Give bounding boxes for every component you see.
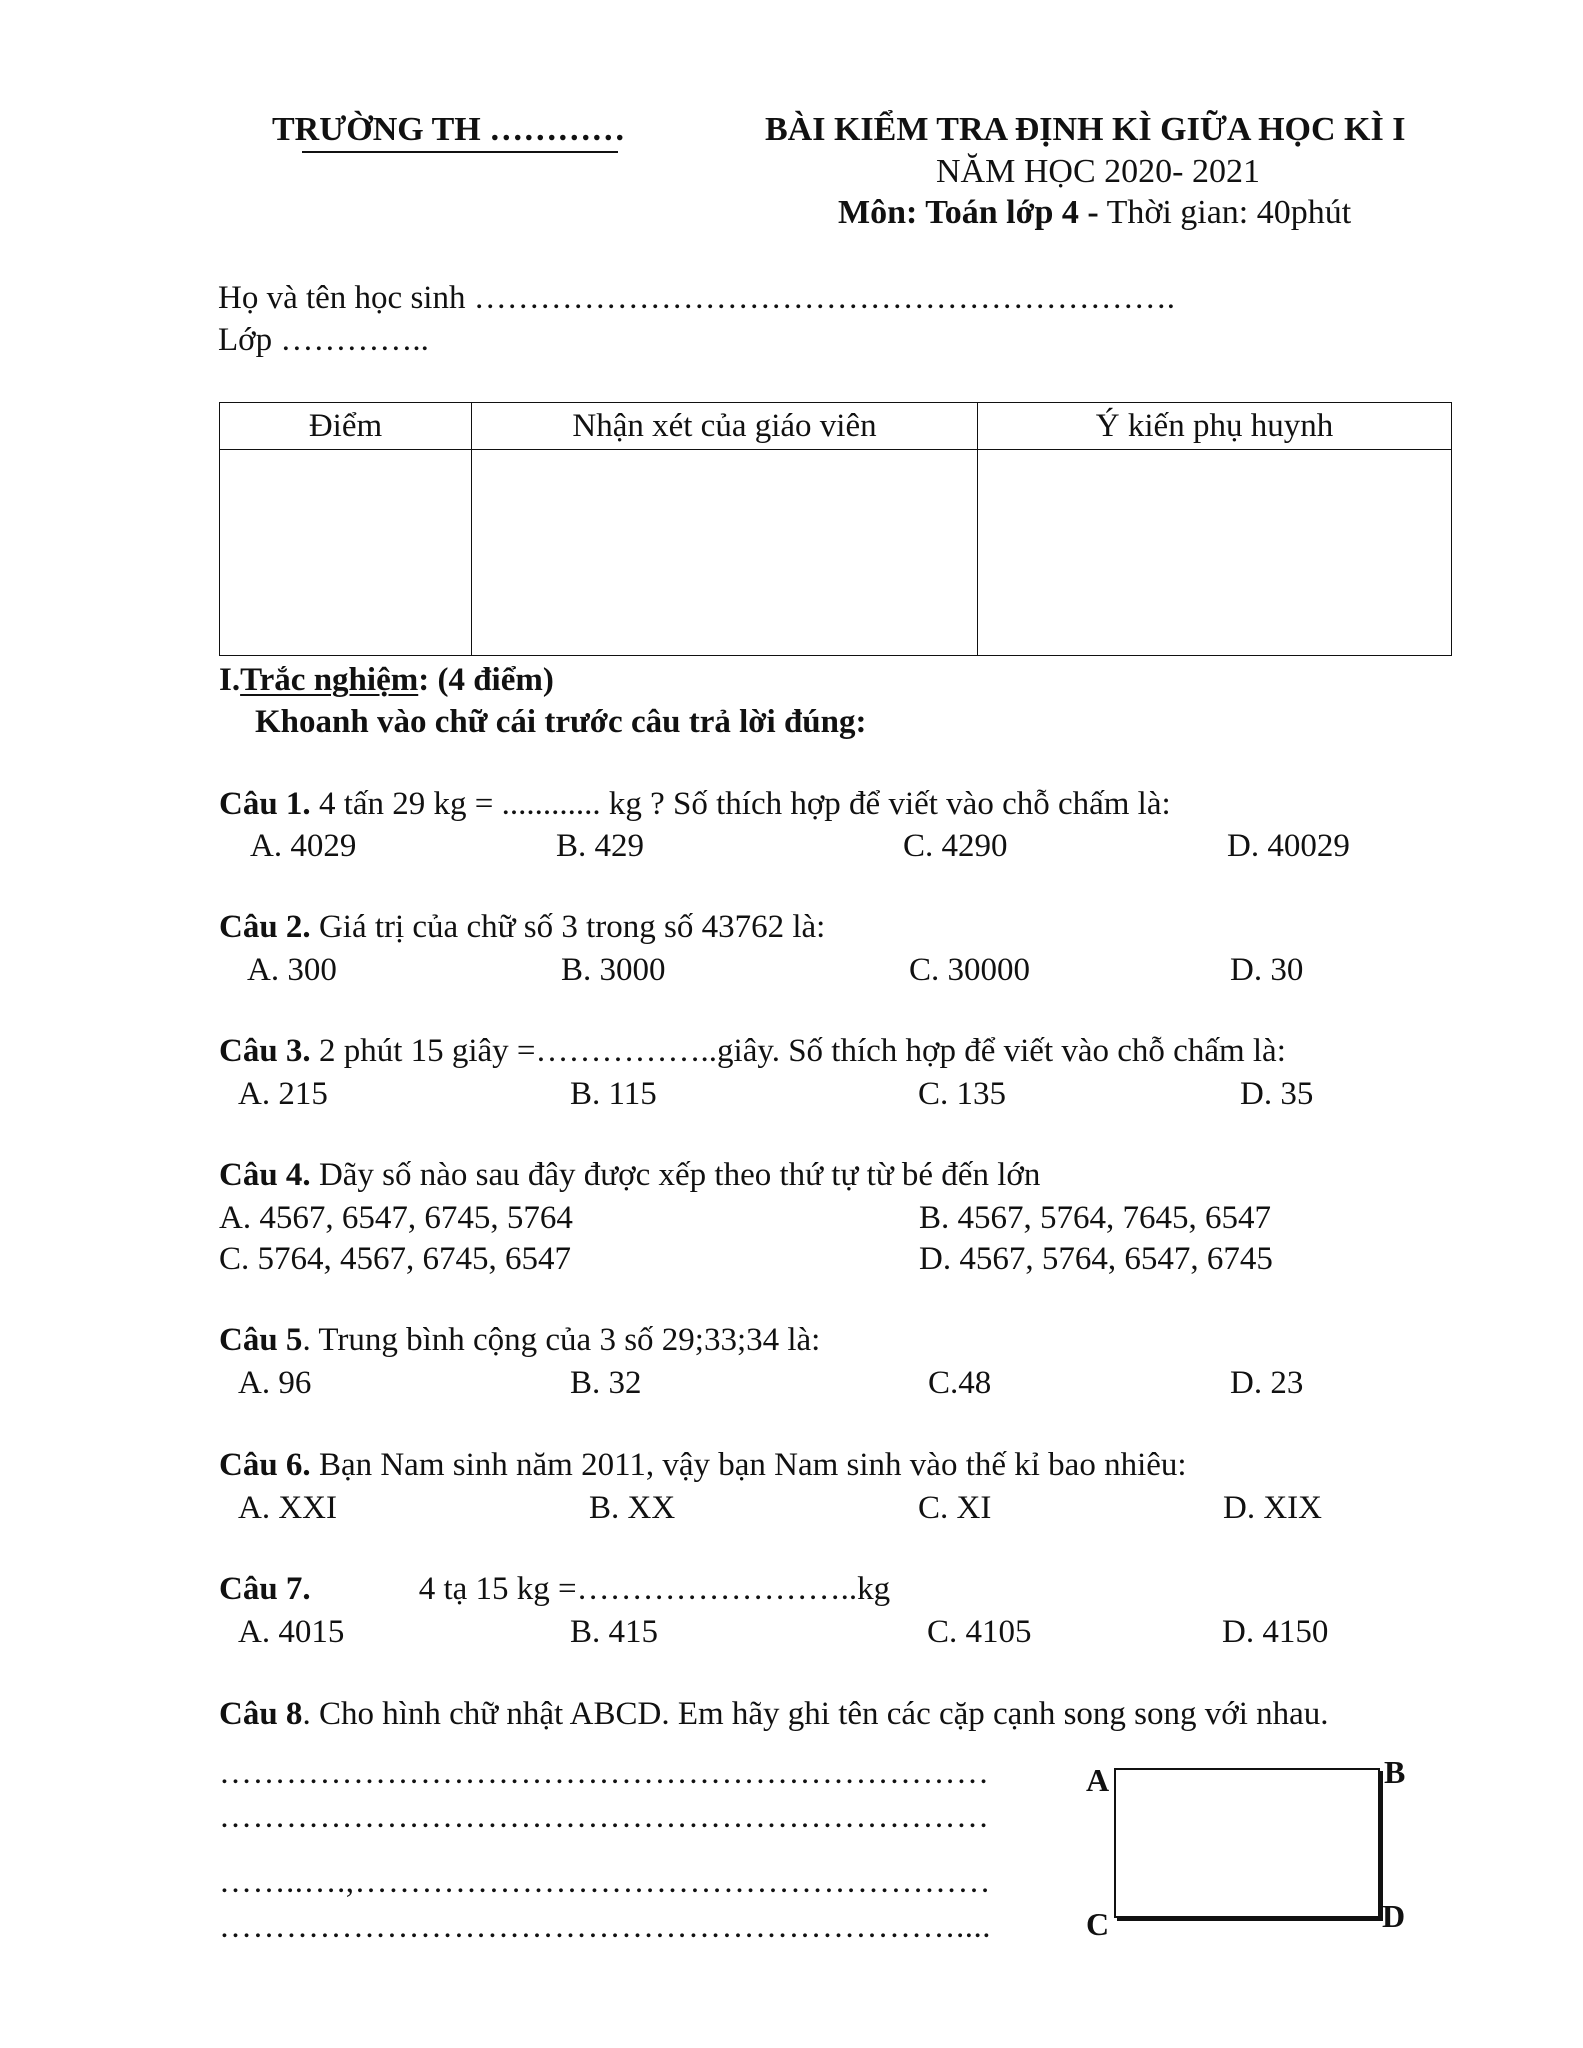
vertex-c-label: C [1086,1906,1110,1942]
answer-line-1[interactable]: …………………………………………………………… [219,1755,990,1791]
option-6d[interactable]: D. XIX [1223,1490,1322,1526]
option-4a[interactable]: A. 4567, 6547, 6745, 5764 [219,1200,573,1236]
option-4c[interactable]: C. 5764, 4567, 6745, 6547 [219,1241,572,1277]
question-7 [219,1569,890,1609]
vertex-b-label: B [1384,1754,1406,1790]
option-2c[interactable]: C. 30000 [909,952,1031,988]
student-class-line[interactable]: Lớp ………….. [218,322,429,358]
option-2d[interactable]: D. 30 [1230,952,1304,988]
option-7a[interactable]: A. 4015 [238,1614,345,1650]
question-1 [219,784,1171,824]
student-name-line[interactable]: Họ và tên học sinh ………………………………………………………. [218,280,1175,316]
exam-subject [838,193,1351,233]
option-3d[interactable]: D. 35 [1240,1076,1314,1112]
question-text: 4 tạ 15 kg =……………………..kg [418,1571,891,1607]
teacher-comment-cell[interactable] [472,450,978,656]
exam-title: BÀI KIỂM TRA ĐỊNH KÌ GIỮA HỌC KÌ I [765,111,1406,148]
question-3 [219,1031,1286,1071]
section-roman: I. [219,662,241,698]
exam-year: NĂM HỌC 2020- 2021 [936,153,1260,190]
question-label: Câu 4. [219,1157,311,1193]
question-text: Bạn Nam sinh năm 2011, vậy bạn Nam sinh vào thế kỉ bao nhiêu: [310,1447,1187,1483]
vertex-a-label: A [1086,1762,1110,1798]
answer-line-4[interactable]: ………………………………………………………….... [219,1909,991,1945]
option-7b[interactable]: B. 415 [570,1614,659,1650]
option-4b[interactable]: B. 4567, 5764, 7645, 6547 [919,1200,1272,1236]
time-label: Thời gian: 40phút [1098,194,1352,231]
option-1d[interactable]: D. 40029 [1227,828,1350,864]
question-label: Câu 5 [219,1322,303,1358]
option-3c[interactable]: C. 135 [918,1076,1007,1112]
question-text: Dãy số nào sau đây được xếp theo thứ tự từ bé đến lớn [310,1157,1041,1193]
option-5d[interactable]: D. 23 [1230,1365,1304,1401]
option-6c[interactable]: C. XI [918,1490,992,1526]
option-1b[interactable]: B. 429 [556,828,645,864]
option-7c[interactable]: C. 4105 [927,1614,1032,1650]
answer-line-2[interactable]: …………………………………………………………… [219,1799,990,1835]
school-underline [302,151,618,153]
question-label: Câu 1. [219,786,311,822]
question-label: Câu 7. [219,1571,311,1607]
option-6a[interactable]: A. XXI [238,1490,337,1526]
option-5c[interactable]: C.48 [928,1365,992,1401]
section-title-text: Trắc nghiệm [240,662,419,698]
rectangle-abcd [1114,1768,1380,1918]
option-3b[interactable]: B. 115 [570,1076,657,1112]
question-4 [219,1155,1040,1195]
vertex-d-label: D [1382,1898,1406,1934]
school-name: TRƯỜNG TH ………… [272,111,626,148]
question-text: Giá trị của chữ số 3 trong số 43762 là: [310,909,826,945]
instruction: Khoanh vào chữ cái trước câu trả lời đúng: [255,704,867,740]
section-points: : (4 điểm) [418,662,554,698]
option-6b[interactable]: B. XX [589,1490,676,1526]
answer-line-3[interactable]: ……..….,………………………………………………… [219,1864,991,1900]
question-label: Câu 2. [219,909,311,945]
question-text: . Cho hình chữ nhật ABCD. Em hãy ghi tên các cặp cạnh song song với nhau. [302,1696,1329,1732]
score-cell[interactable] [220,450,472,656]
option-2a[interactable]: A. 300 [247,952,337,988]
option-2b[interactable]: B. 3000 [561,952,666,988]
question-text: 2 phút 15 giây =……………..giây. Số thích hợp để viết vào chỗ chấm là: [310,1033,1286,1069]
question-6 [219,1445,1187,1485]
section-title [219,660,554,700]
question-label: Câu 3. [219,1033,311,1069]
parent-opinion-cell[interactable] [978,450,1452,656]
question-label: Câu 8 [219,1696,303,1732]
question-text: . Trung bình cộng của 3 số 29;33;34 là: [302,1322,821,1358]
score-header: Điểm [220,403,472,450]
parent-opinion-header: Ý kiến phụ huynh [978,403,1452,450]
option-1c[interactable]: C. 4290 [903,828,1008,864]
comment-table [219,402,1452,656]
option-5a[interactable]: A. 96 [238,1365,312,1401]
teacher-comment-header: Nhận xét của giáo viên [472,403,978,450]
question-label: Câu 6. [219,1447,311,1483]
option-7d[interactable]: D. 4150 [1222,1614,1329,1650]
option-3a[interactable]: A. 215 [238,1076,328,1112]
option-5b[interactable]: B. 32 [570,1365,642,1401]
subject-label: Môn: Toán lớp 4 - [838,194,1099,231]
option-1a[interactable]: A. 4029 [250,828,357,864]
question-2 [219,907,825,947]
question-8 [219,1694,1329,1734]
question-5 [219,1320,820,1360]
option-4d[interactable]: D. 4567, 5764, 6547, 6745 [919,1241,1273,1277]
question-text: 4 tấn 29 kg = ............ kg ? Số thích hợp để viết vào chỗ chấm là: [310,786,1171,822]
